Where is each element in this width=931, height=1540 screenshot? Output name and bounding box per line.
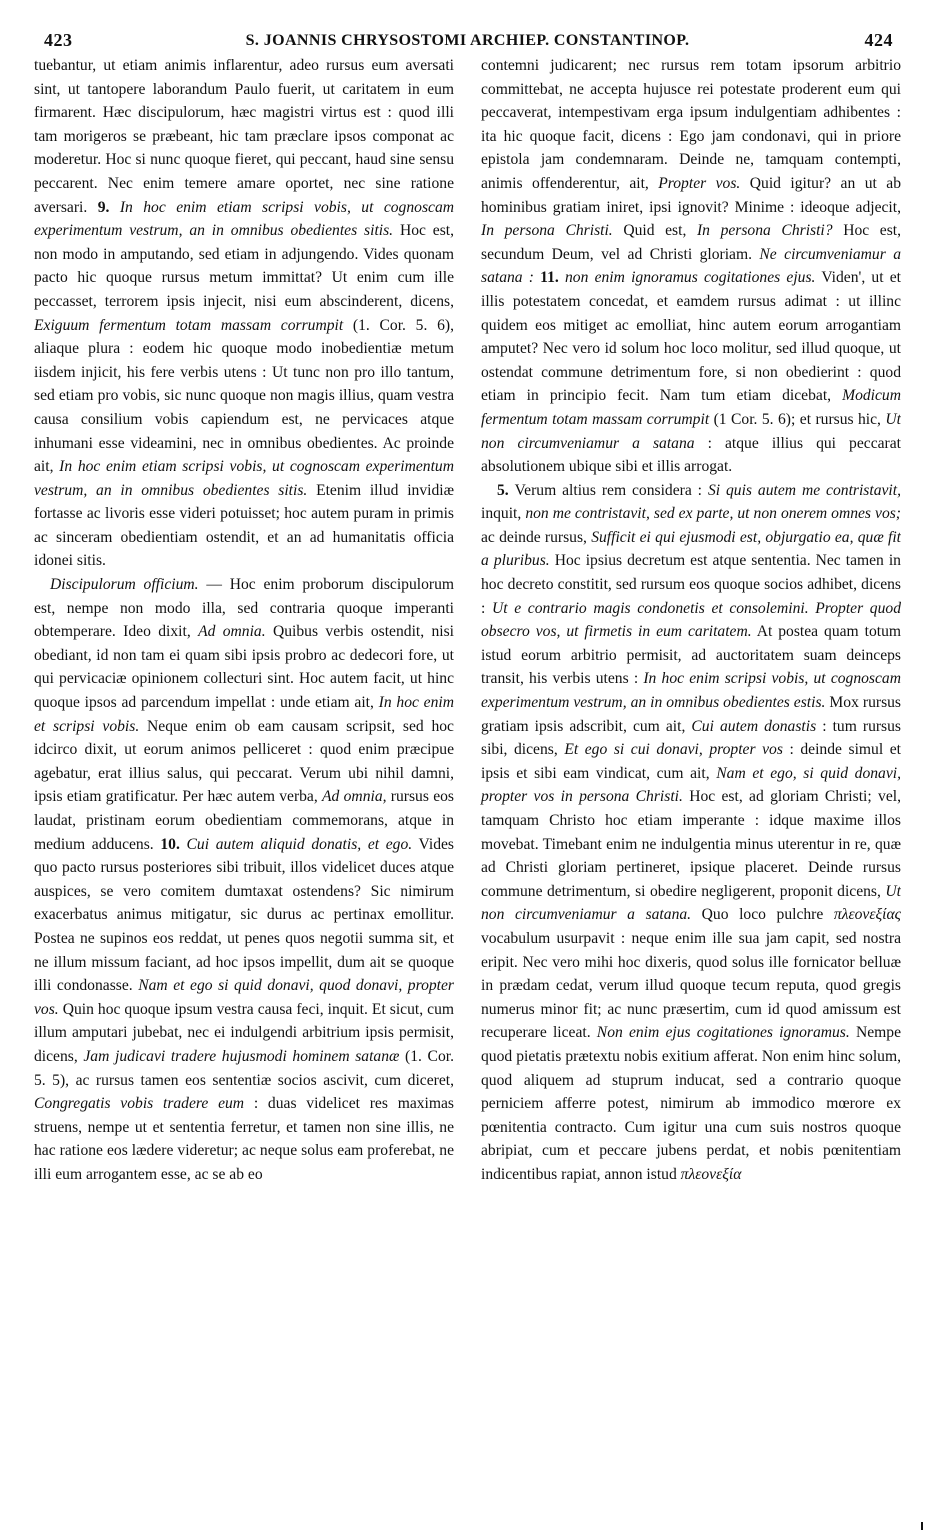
text-run: : duas videlicet res maximas struens, nempe ut et sententia ferretur, et tamen non sine illis, ne hac ratione eos lædere videretur; ac neque solus eam proferebat, ne illi eum arrogantem esse, ac se ab eo bbox=[34, 1095, 454, 1183]
right-column bbox=[481, 54, 901, 1522]
text-run: : deinde simul et ipsis et sibi eam vindicat, cum ait, bbox=[481, 741, 901, 782]
text-run: Nempe quod pietatis prætextu nobis exitium afferat. Non enim hinc solum, quod aliquem ad stuprum inducat, sed a contrario quoque perniciem afferre potest, nimirum ab immodico mœrore ex pœnitentia contracto. Cum igitur una cum suis nostros quoque abripiat, cum et peccare jubens perdat, et nobis pœnitentiam indicentibus rapiat, annon istud bbox=[481, 1024, 901, 1183]
italic-text: Exiguum fermentum totam massam corrumpit bbox=[34, 316, 344, 334]
italic-text: Ad omnia. bbox=[198, 623, 266, 641]
italic-text: In hoc enim scripsi vobis, ut cognoscam experimentum vestrum, an in omnibus obedientes estis. bbox=[481, 670, 901, 712]
text-run: rursus eos laudat, pristinam eorum obedientiam commemorans, atque in medium adducens. bbox=[34, 788, 454, 853]
right-page-number: 424 bbox=[864, 30, 893, 50]
italic-text: non me contristavit, sed ex parte, ut non onerem omnes vos; bbox=[525, 505, 901, 523]
italic-text: Ut e contrario magis condonetis et consolemini. Propter quod obsecro vos, ut firmetis in eum caritatem. bbox=[481, 599, 901, 641]
italic-text: In hoc enim etiam scripsi vobis, ut cognoscam experimentum vestrum, an in omnibus obedientes sitis. bbox=[34, 198, 454, 240]
text-run: Vides quo pacto rursus posteriores sibi tribuit, illos videlicet duces atque auspices, se vero comitem dumtaxat ostendens? Sic nimirum exacerbatus animus mitigatur, sic durus ac pertinax emollitur. Postea ne supinos eos reddat, ut penes quos negotii summa sit, et ne illum missum faciant, ad hoc ipsos impellit, dum ait se quoque illi condonasse. bbox=[34, 835, 454, 995]
margin-mark bbox=[921, 1522, 923, 1530]
text-run: : tum rursus sibi, dicens, bbox=[481, 717, 901, 759]
italic-text: In persona Christi. bbox=[481, 222, 613, 240]
text-run: (1. Cor. 5. 5), ac rursus tamen eos sententiæ socios ascivit, cum diceret, bbox=[34, 1047, 454, 1089]
italic-text: Ut non circumveniamur a satana. bbox=[481, 882, 901, 924]
text-run: (1. Cor. 5. 6), aliaque plura : eodem hic quoque modo inobedientiæ metum iisdem injicit, his fere verbis utens : Ut tunc non pro illo tantum, sed etiam pro vobis, sic nunc quoque non magis illius, quam vestra causa consilium vobis capiendum est, ne pervicaces atque inhumani esse videamini, nec in omnibus obedientes. Ac proinde ait, bbox=[34, 316, 454, 476]
italic-text: Jam judicavi tradere hujusmodi hominem satanæ bbox=[83, 1047, 400, 1065]
italic-text: Si quis autem me contristavit, bbox=[707, 481, 901, 499]
paragraph bbox=[34, 54, 454, 573]
text-run: contemni judicarent; nec rursus rem totam ipsorum arbitrio committebat, ne accepta hujusce rei potestate proderent eum qui peccaverat, intempestivam erga ipsum indulgentiam adhibentes : ita hic quoque facit, dicens : Ego jam condonavi, qui in priore epistola jam condemnaram. Deinde ne, tamquam contempti, animis offenderentur, ait, bbox=[481, 57, 901, 192]
bold-text: 5. bbox=[497, 481, 515, 499]
text-run: Quid igitur? an ut ab hominibus gratiam iniret, ipsi ignovit? Minime : ideoque adjecit, bbox=[481, 174, 901, 216]
text-run: Hoc ipsius decretum est atque sententia. Nec tamen in hoc decreto constitit, sed rursum eos quoque socios adhibet, dicens : bbox=[481, 552, 901, 617]
italic-text: Cui autem aliquid donatis, et ego. bbox=[186, 835, 413, 853]
italic-text: Propter vos. bbox=[658, 174, 741, 192]
bold-text: 9. bbox=[97, 198, 120, 216]
text-run: (1 Cor. 5. 6); et rursus hic, bbox=[709, 410, 886, 428]
page-header bbox=[34, 10, 901, 50]
left-page-number: 423 bbox=[44, 30, 73, 50]
text-run: Hoc est, non modo in amputando, sed etiam in adjungendo. Vides quonam pacto hic quoque rursus metum immittat? Ut enim cum ille peccasset, terrorem ipsis injecit, nisi eum abscinderent, dicens, bbox=[34, 222, 455, 310]
text-run: Neque enim ob eam causam scripsit, sed hoc idcirco dixit, ut eorum animos pelliceret : quod enim præcipue agebatur, erat illius salus, qui peccarat. Verum ubi nihil damni, ipsis etiam gratificatur. Per hæc autem verba, bbox=[34, 717, 454, 806]
italic-text: Discipulorum officium. bbox=[50, 576, 199, 594]
italic-text: Et ego si cui donavi, propter vos bbox=[564, 741, 783, 759]
left-column bbox=[34, 54, 454, 1522]
text-run: inquit, bbox=[481, 505, 526, 523]
bold-text: 11. bbox=[540, 269, 565, 287]
italic-text: Cui autem donastis bbox=[691, 717, 817, 735]
text-run: Mox rursus gratiam ipsis adscribit, cum ait, bbox=[481, 694, 901, 735]
text-run: Etenim illud invidiæ fortasse ac livoris esse videri potuisset; hoc autem puram in primis ac sinceram obedientiam ostendit, et an ad humanitatis officia idonei sitis. bbox=[34, 481, 454, 570]
text-run: — Hoc enim proborum discipulorum est, nempe non modo illa, sed contraria quoque imperanti obtemperare. Ideo dixit, bbox=[34, 576, 455, 641]
italic-text: Modicum fermentum totam massam corrumpit bbox=[481, 387, 901, 428]
italic-text: Non enim ejus cogitationes ignoramus. bbox=[596, 1024, 850, 1042]
text-run: : atque illius qui peccarat absolutionem ubique sibi et illis arrogat. bbox=[481, 434, 901, 476]
text-run: Hoc est, secundum Deum, vel ad Christi gloriam. bbox=[481, 222, 901, 263]
text-run: vocabulum usurpavit : neque enim ille sua jam capit, sed nostra eripit. Nec vero mihi hoc dixeris, quod solus ille fornicator belluæ in prædam cedat, verum illud quoque tecum reputa, quod gregis numerus minor fit; ac nunc præsertim, cum id quod amissum est recuperare liceat. bbox=[481, 929, 901, 1042]
text-columns bbox=[34, 54, 901, 1522]
text-run: Verum altius rem considera : bbox=[514, 481, 708, 499]
italic-text: non enim ignoramus cogitationes ejus. bbox=[565, 269, 816, 287]
text-run: Quin hoc quoque ipsum vestra causa feci, inquit. Et sicut, cum illum amputari jubebat, nec ei indulgendi arbitrium ipsis permisit, dicens, bbox=[34, 1000, 454, 1065]
text-run: ac deinde rursus, bbox=[481, 528, 592, 546]
italic-text: In hoc enim et scripsi vobis. bbox=[34, 694, 454, 735]
italic-text: In hoc enim etiam scripsi vobis, ut cognoscam experimentum vestrum, an in omnibus obedientes sitis. bbox=[34, 458, 454, 499]
text-run: Quo loco pulchre bbox=[691, 906, 834, 924]
paragraph bbox=[34, 573, 454, 1186]
italic-text: Ne circumveniamur a satana : bbox=[481, 245, 901, 287]
italic-text: Nam et ego si quid donavi, quod donavi, propter vos. bbox=[34, 977, 455, 1018]
paragraph bbox=[481, 54, 901, 479]
text-run: Hoc est, ad gloriam Christi; vel, tamquam Christo hoc etiam imperante : idque maxime illos movebat. Timebant enim ne indulgentia minus uterentur in re, quæ ad Christi gloriam pertineret, ipsique placeret. Deinde rursus commune detrimentum, si obedire negligerent, proponit dicens, bbox=[481, 788, 901, 900]
text-run: Quid est, bbox=[612, 222, 697, 240]
italic-text: Ad omnia, bbox=[322, 788, 387, 806]
text-run: Quibus verbis ostendit, nisi obediant, id non tam ei quam sibi ipsis probro ac dedecori fore, ut qui pervicaciæ opinionem collecturi sint. Hoc autem facit, ut hinc quoque ipsos ad parcendum impellat : unde etiam ait, bbox=[34, 623, 455, 712]
bold-text: 10. bbox=[160, 835, 187, 853]
italic-text: Ut non circumveniamur a satana bbox=[481, 410, 901, 452]
italic-text: πλεονεξία bbox=[680, 1165, 742, 1183]
italic-text: Congregatis vobis tradere eum bbox=[34, 1095, 245, 1113]
text-run: tuebantur, ut etiam animis inflarentur, adeo rursus eum aversati sint, ut tantopere laborandum Paulo fuerit, ut caritatem in eum firmarent. Hæc discipulorum, hæc magistri virtus est : quod illi tam morigeros se præbeant, hic tam præclare ipsos componat ac moderetur. Hoc si nunc quoque fieret, qui peccant, haud sine sensu peccarent. Nec enim temere amare oportet, nec sine ratione aversari. bbox=[34, 57, 454, 216]
running-head-title: S. JOANNIS CHRYSOSTOMI ARCHIEP. CONSTANTINOP. bbox=[245, 32, 690, 49]
italic-text: πλεονεξίας bbox=[833, 906, 901, 924]
paragraph bbox=[481, 479, 901, 1187]
text-run: At postea quam totum istud eorum arbitrio permisit, ad auctoritatem suam deinceps transit, his verbis utens : bbox=[481, 623, 901, 688]
text-run: Viden', ut et illis potestatem concedat, et eamdem rursus adimat : ut illinc quidem eos mitiget ac emolliat, hinc autem eorum arrogantiam amputet? Nec vero id solum hoc loco molitur, sed illud quoque, ut ostendat commune detrimentum fore, si non obedierint : quod etiam in principio fecit. Nam tum etiam dicebat, bbox=[481, 269, 901, 405]
italic-text: Sufficit ei qui ejusmodi est, objurgatio ea, quæ fit a pluribus. bbox=[481, 528, 901, 570]
italic-text: In persona Christi? bbox=[696, 222, 833, 240]
italic-text: Nam et ego, si quid donavi, propter vos in persona Christi. bbox=[481, 764, 901, 806]
